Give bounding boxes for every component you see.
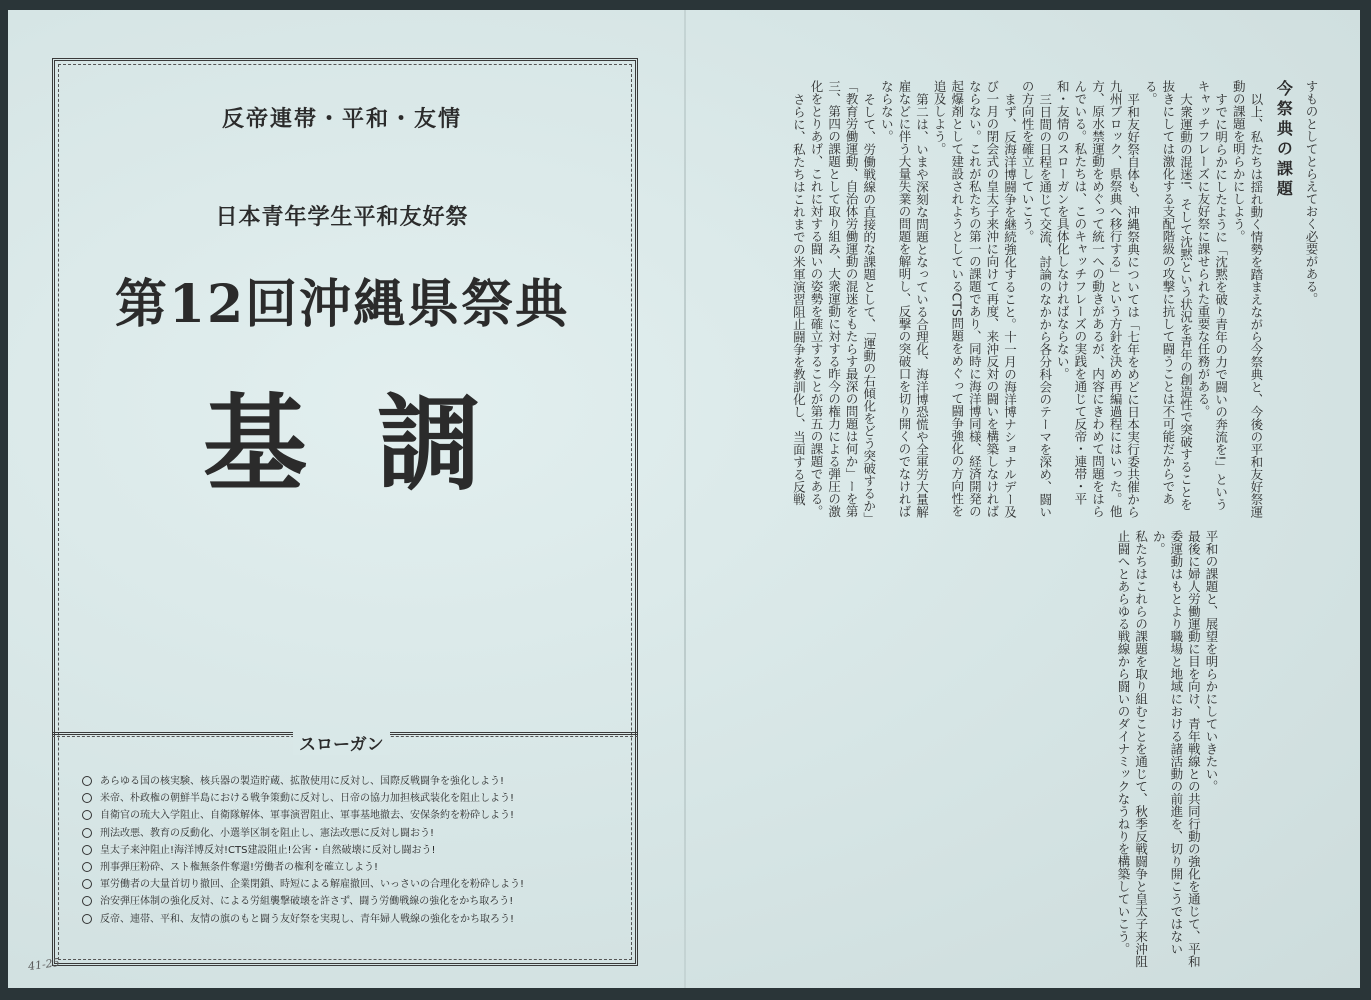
slogan-heading: スローガン (293, 730, 390, 755)
body-paragraph: 大衆運動の混迷!、そして沈黙という状況を青年の創造性で突破することを抜きにしては激化する支配階級の攻撃に抗して闘うことは不可能だからである。 (1143, 80, 1194, 511)
keynote-title: 基調 (202, 382, 551, 505)
slogan-item: 軍労働者の大量首切り撤回、企業閉鎖、時短による解雇撤回、いっさいの合理化を粉砕しよう! (82, 876, 622, 893)
event-title: 第12回沖縄県祭典 (114, 274, 570, 335)
body-paragraph: まず、反海洋博闘争を継続強化すること。十一月の海洋博ナショナルデー及び一月の閉会式の皇太子来沖に向けて再度、来沖反対の闘いを構築しなければならない。これが私たちの第一の課題であり、同時に海洋博同様、経済開発の起爆剤として建設されようとしているCTS問題をめぐって闘争強化の方向性を追及しよう。 (932, 80, 1018, 518)
slogan-item: 自衛官の琉大入学阻止、自衛隊解体、軍事演習阻止、軍事基地撤去、安保条約を粉砕しよう! (82, 807, 622, 824)
slogan-item: 皇太子来沖阻止!海洋博反対!CTS建設阻止!公害・自然破壊に反対し闘おう! (82, 842, 622, 859)
body-paragraph: そして、労働戦線の直接的な課題として、「運動の右傾化をどう突破するか」「教育労働運動、自治体労働運動の混迷をもたらす最深の問題は何か」ーを第三、第四の課題として取り組み、大衆運動に対する昨今の権力による弾圧の激化をとりあげ、これに対する闘いの姿勢を確立することが第五の課題である。 (808, 80, 877, 518)
circle-bullet-icon (82, 896, 92, 906)
circle-bullet-icon (82, 914, 92, 924)
body-paragraph: 以上、私たちは揺れ動く情勢を踏まえながら今祭典と、今後の平和友好祭運動の課題を明らかにしよう。 (1231, 80, 1264, 518)
body-text-upper (790, 80, 1320, 520)
body-paragraph: 最後に婦人労働運動に目を向け、青年戦線との共同行動の強化を通じて、平和委運動はもとより職場と地域における諸活動の前進を、切り開こうではないか。 (1151, 530, 1202, 968)
circle-bullet-icon (82, 828, 92, 838)
body-paragraph: 平和の課題と、展望を明らかにしていきたい。 (1204, 530, 1219, 793)
center-fold (684, 10, 686, 988)
circle-bullet-icon (82, 810, 92, 820)
poster-sheet (8, 10, 1360, 988)
circle-bullet-icon (82, 845, 92, 855)
circle-bullet-icon (82, 862, 92, 872)
slogan-item: 米帝、朴政権の朝鮮半島における戦争策動に反対し、日帝の協力加担核武装化を阻止しよう! (82, 790, 622, 807)
body-paragraph: 私たちはこれらの課題を取り組むことを通じて、秋季反戦闘争と皇太子来沖阻止闘へとあらゆる戦線から闘いのダイナミックなうねりを構築していこう。 (1116, 530, 1149, 968)
body-paragraph: すものとしてとらえておく必要がある。 (1304, 80, 1319, 305)
section-title: 今祭典の課題 (1274, 80, 1294, 200)
circle-bullet-icon (82, 793, 92, 803)
slogan-item: あらゆる国の核実験、核兵器の製造貯蔵、拡散使用に反対し、国際反戦闘争を強化しよう! (82, 773, 622, 790)
archive-mark: 41-25 (27, 955, 61, 974)
slogan-item: 治安弾圧体制の強化反対、による労組襲撃破壊を許さず、闘う労働戦線の強化をかち取ろう! (82, 893, 622, 910)
circle-bullet-icon (82, 776, 92, 786)
circle-bullet-icon (82, 879, 92, 889)
festival-name: 日本青年学生平和友好祭 (215, 204, 469, 230)
body-text-lower (1114, 530, 1220, 970)
body-paragraph: さらに、私たちはこれまでの米軍演習阻止闘争を教訓化し、当面する反戦 (791, 92, 807, 505)
body-paragraph: すでに明らかにしたように「沈黙を破り青年の力で闘いの奔流を!」というキャッチフレーズに友好祭に課せられた重要な任務がある。 (1196, 80, 1229, 511)
body-paragraph: 第二は、いまや深刻な問題となっている合理化、海洋博恐慌や全軍労大量解雇などに伴う大量失業の問題を解明し、反撃の突破口を切り開くのでなければならない。 (879, 80, 930, 518)
slogan-item: 反帝、連帯、平和、友情の旗のもと闘う友好祭を実現し、青年婦人戦線の強化をかち取ろう! (82, 911, 622, 928)
body-paragraph: 三日間の日程を通じて交流、討論のなかから各分科会のテーマを深め、闘いの方向性を確立していこう。 (1020, 80, 1053, 518)
slogan-list (82, 773, 622, 928)
slogan-item: 刑法改悪、教育の反動化、小選挙区制を阻止し、憲法改悪に反対し闘おう! (82, 825, 622, 842)
slogan-item: 刑事弾圧粉砕、スト権無条件奪還!労働者の権利を確立しよう! (82, 859, 622, 876)
motto-heading: 反帝連帯・平和・友情 (221, 107, 462, 132)
body-paragraph: 平和友好祭自体も、沖縄祭典については「七年をめどに日本実行委共催から九州ブロック、県祭典へ移行する」という方針を決め再編過程にはいった。他方、原水禁運動をめぐって統一への動きがあるが、内容にきわめて問題をはらんでいる。私たちは、このキャッチフレーズの実践を通じて反帝・連帯・平和・友情のスローガンを具体化しなければならない。 (1055, 80, 1141, 518)
